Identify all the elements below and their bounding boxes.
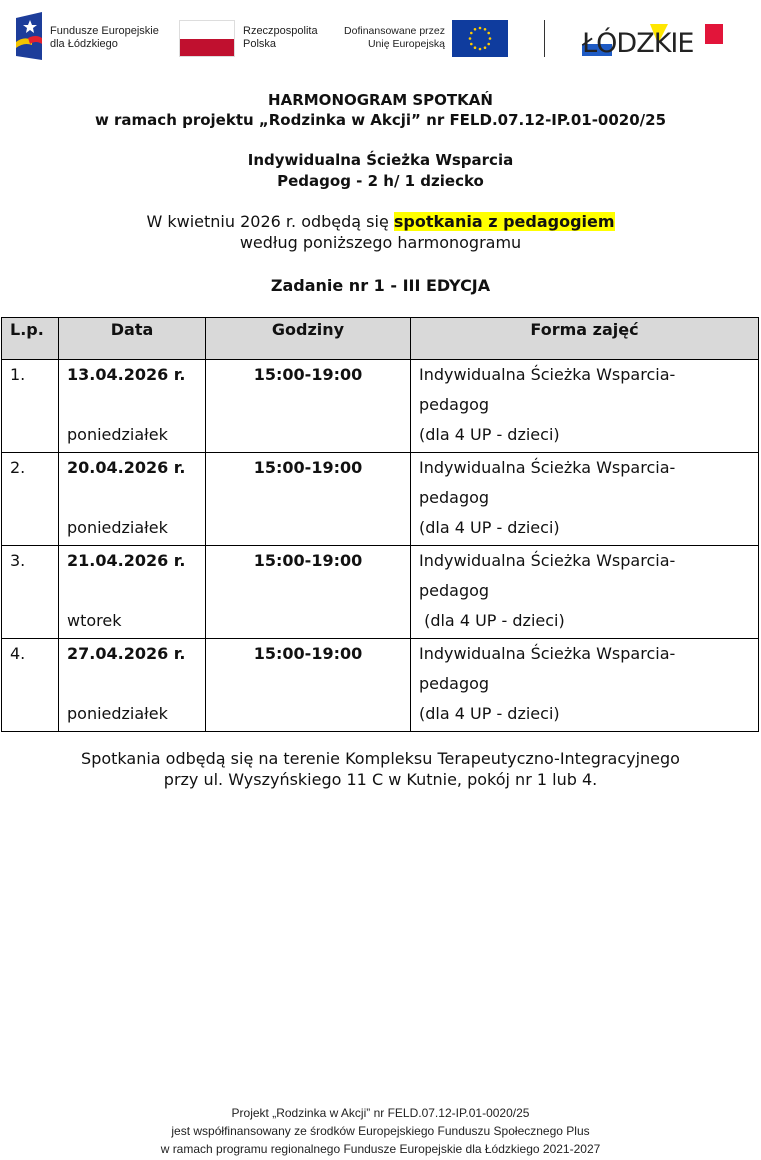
row-lp: 2. bbox=[2, 453, 59, 546]
row-date bbox=[59, 639, 206, 732]
row-lp: 1. bbox=[2, 360, 59, 453]
logo-bar bbox=[0, 0, 761, 75]
row-form bbox=[411, 546, 759, 639]
eu-flag-icon bbox=[452, 20, 508, 57]
intro-pre: W kwietniu 2026 r. odbędą się bbox=[146, 212, 394, 231]
funding-footer bbox=[0, 1104, 761, 1158]
lodzkie-logo-icon bbox=[580, 18, 725, 60]
footer-line2: jest współfinansowany ze środków Europejskiego Funduszu Społecznego Plus bbox=[171, 1124, 590, 1138]
intro-text bbox=[0, 211, 761, 253]
date-value: 20.04.2026 r. bbox=[67, 458, 186, 477]
document-title: HARMONOGRAM SPOTKAŃ bbox=[268, 91, 493, 109]
form-line3: (dla 4 UP - dzieci) bbox=[419, 425, 560, 444]
form-line3: (dla 4 UP - dzieci) bbox=[419, 518, 560, 537]
date-value: 13.04.2026 r. bbox=[67, 365, 186, 384]
form-line2: pedagog bbox=[419, 581, 490, 600]
header-hours: Godziny bbox=[206, 318, 411, 360]
row-lp: 4. bbox=[2, 639, 59, 732]
form-line1: Indywidualna Ścieżka Wsparcia- bbox=[419, 365, 676, 384]
location-line2: przy ul. Wyszyńskiego 11 C w Kutnie, pokój nr 1 lub 4. bbox=[163, 770, 598, 789]
eu-logo-text bbox=[340, 25, 445, 51]
poland-flag-icon bbox=[179, 20, 235, 57]
header-date: Data bbox=[59, 318, 206, 360]
footer-line3: w ramach programu regionalnego Fundusze Europejskie dla Łódzkiego 2021-2027 bbox=[160, 1142, 601, 1156]
pl-line2: Polska bbox=[243, 38, 277, 50]
row-lp: 3. bbox=[2, 546, 59, 639]
form-line1: Indywidualna Ścieżka Wsparcia- bbox=[419, 458, 676, 477]
form-line2: pedagog bbox=[419, 395, 490, 414]
day-value: poniedziałek bbox=[67, 518, 168, 537]
form-line2: pedagog bbox=[419, 674, 490, 693]
eu-line1: Dofinansowane przez bbox=[344, 25, 445, 37]
row-date bbox=[59, 546, 206, 639]
form-line2: pedagog bbox=[419, 488, 490, 507]
support-path-heading bbox=[0, 150, 761, 192]
day-value: wtorek bbox=[67, 611, 122, 630]
form-line3: (dla 4 UP - dzieci) bbox=[419, 611, 565, 630]
support-path-line2: Pedagog - 2 h/ 1 dziecko bbox=[277, 172, 484, 190]
row-hours: 15:00-19:00 bbox=[206, 639, 411, 732]
table-row bbox=[2, 546, 759, 639]
fe-line1: Fundusze Europejskie bbox=[50, 25, 159, 37]
date-value: 27.04.2026 r. bbox=[67, 644, 186, 663]
table-row bbox=[2, 360, 759, 453]
schedule-table bbox=[1, 317, 759, 732]
task-heading: Zadanie nr 1 - III EDYCJA bbox=[270, 276, 491, 295]
row-hours: 15:00-19:00 bbox=[206, 546, 411, 639]
document-header bbox=[0, 90, 761, 130]
row-form bbox=[411, 639, 759, 732]
logo-separator bbox=[544, 20, 545, 57]
date-value: 21.04.2026 r. bbox=[67, 551, 186, 570]
table-row bbox=[2, 453, 759, 546]
form-line3: (dla 4 UP - dzieci) bbox=[419, 704, 560, 723]
location-line1: Spotkania odbędą się na terenie Kompleksu Terapeutyczno-Integracyjnego bbox=[81, 749, 680, 768]
header-lp: L.p. bbox=[2, 318, 59, 360]
form-line1: Indywidualna Ścieżka Wsparcia- bbox=[419, 644, 676, 663]
header-form: Forma zajęć bbox=[411, 318, 759, 360]
intro-line2: według poniższego harmonogramu bbox=[239, 233, 522, 252]
day-value: poniedziałek bbox=[67, 704, 168, 723]
row-form bbox=[411, 453, 759, 546]
row-form bbox=[411, 360, 759, 453]
svg-text:ŁÓDZKIE: ŁÓDZKIE bbox=[582, 28, 694, 59]
intro-highlight: spotkania z pedagogiem bbox=[393, 212, 615, 231]
project-subtitle: w ramach projektu „Rodzinka w Akcji” nr FELD.07.12-IP.01-0020/25 bbox=[94, 111, 667, 129]
footer-line1: Projekt „Rodzinka w Akcji” nr FELD.07.12-IP.01-0020/25 bbox=[231, 1106, 530, 1120]
pl-logo-text bbox=[243, 25, 318, 51]
day-value: poniedziałek bbox=[67, 425, 168, 444]
row-date bbox=[59, 453, 206, 546]
fe-logo-text bbox=[50, 25, 159, 51]
form-line1: Indywidualna Ścieżka Wsparcia- bbox=[419, 551, 676, 570]
pl-line1: Rzeczpospolita bbox=[243, 25, 318, 37]
eu-line2: Unię Europejską bbox=[367, 38, 445, 50]
location-note bbox=[0, 748, 761, 790]
fe-line2: dla Łódzkiego bbox=[50, 38, 118, 50]
row-hours: 15:00-19:00 bbox=[206, 360, 411, 453]
support-path-line1: Indywidualna Ścieżka Wsparcia bbox=[247, 151, 514, 169]
row-date bbox=[59, 360, 206, 453]
row-hours: 15:00-19:00 bbox=[206, 453, 411, 546]
table-row bbox=[2, 639, 759, 732]
table-header-row bbox=[2, 318, 759, 360]
fe-logo-icon bbox=[16, 12, 42, 60]
